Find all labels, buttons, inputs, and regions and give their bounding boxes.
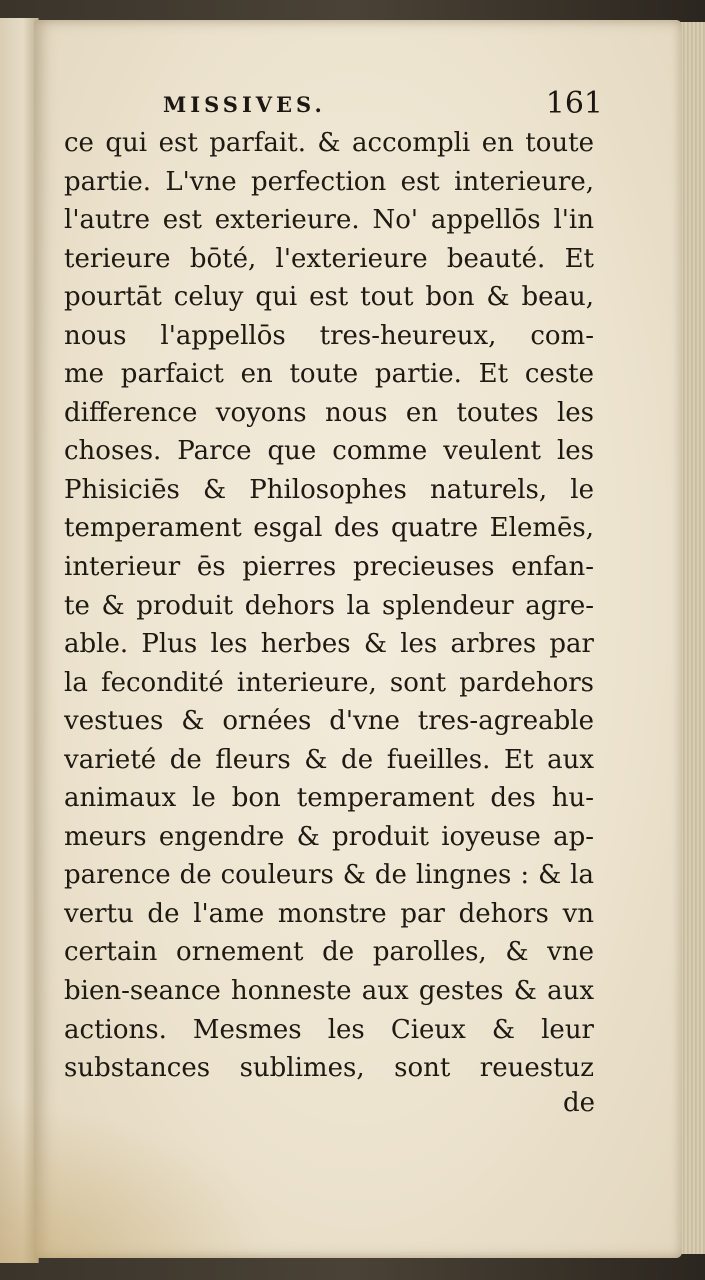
text-line: able. Plus les herbes & les arbres par (64, 629, 594, 660)
catchword: de (562, 1088, 595, 1118)
text-block (64, 124, 594, 1088)
running-head (163, 86, 603, 122)
text-line: meurs engendre & produit ioyeuse ap- (64, 821, 594, 852)
text-line: parence de couleurs & de lingnes : & la (64, 860, 594, 891)
text-line: varieté de fleurs & de fueilles. Et aux (64, 744, 594, 775)
text-line: animaux le bon temperament des hu- (64, 783, 594, 814)
text-line: terieure bōté, l'exterieure beauté. Et (64, 243, 594, 274)
text-line: la fecondité interieure, sont pardehors (64, 667, 594, 698)
text-line: certain ornement de parolles, & vne (64, 937, 594, 968)
text-line: pourtāt celuy qui est tout bon & beau, (64, 282, 594, 313)
running-title: MISSIVES. (163, 92, 326, 117)
text-line: te & produit dehors la splendeur agre- (64, 590, 594, 621)
text-line: vestues & ornées d'vne tres-agreable (64, 706, 594, 737)
text-line: me parfaict en toute partie. Et ceste (64, 359, 594, 390)
text-line: difference voyons nous en toutes les (64, 397, 594, 428)
text-line: substances sublimes, sont reuestuz (64, 1053, 594, 1084)
text-line: temperament esgal des quatre Elemēs, (64, 513, 594, 544)
text-line: actions. Mesmes les Cieux & leur (64, 1014, 594, 1045)
text-line: vertu de l'ame monstre par dehors vn (64, 898, 594, 929)
page-stack-edge (680, 22, 705, 1254)
text-line: partie. L'vne perfection est interieure, (64, 166, 594, 197)
text-line: bien-seance honneste aux gestes & aux (64, 976, 594, 1007)
text-line: l'autre est exterieure. No' appellōs l'in (64, 205, 594, 236)
text-line: ce qui est parfait. & accompli en toute (64, 128, 594, 158)
text-line: nous l'appellōs tres-heureux, com- (64, 320, 594, 351)
page-number: 161 (545, 86, 603, 121)
text-line: interieur ēs pierres precieuses enfan- (64, 552, 594, 583)
text-line: Phisiciēs & Philosophes naturels, le (64, 474, 594, 505)
text-line: choses. Parce que comme veulent les (64, 436, 594, 467)
